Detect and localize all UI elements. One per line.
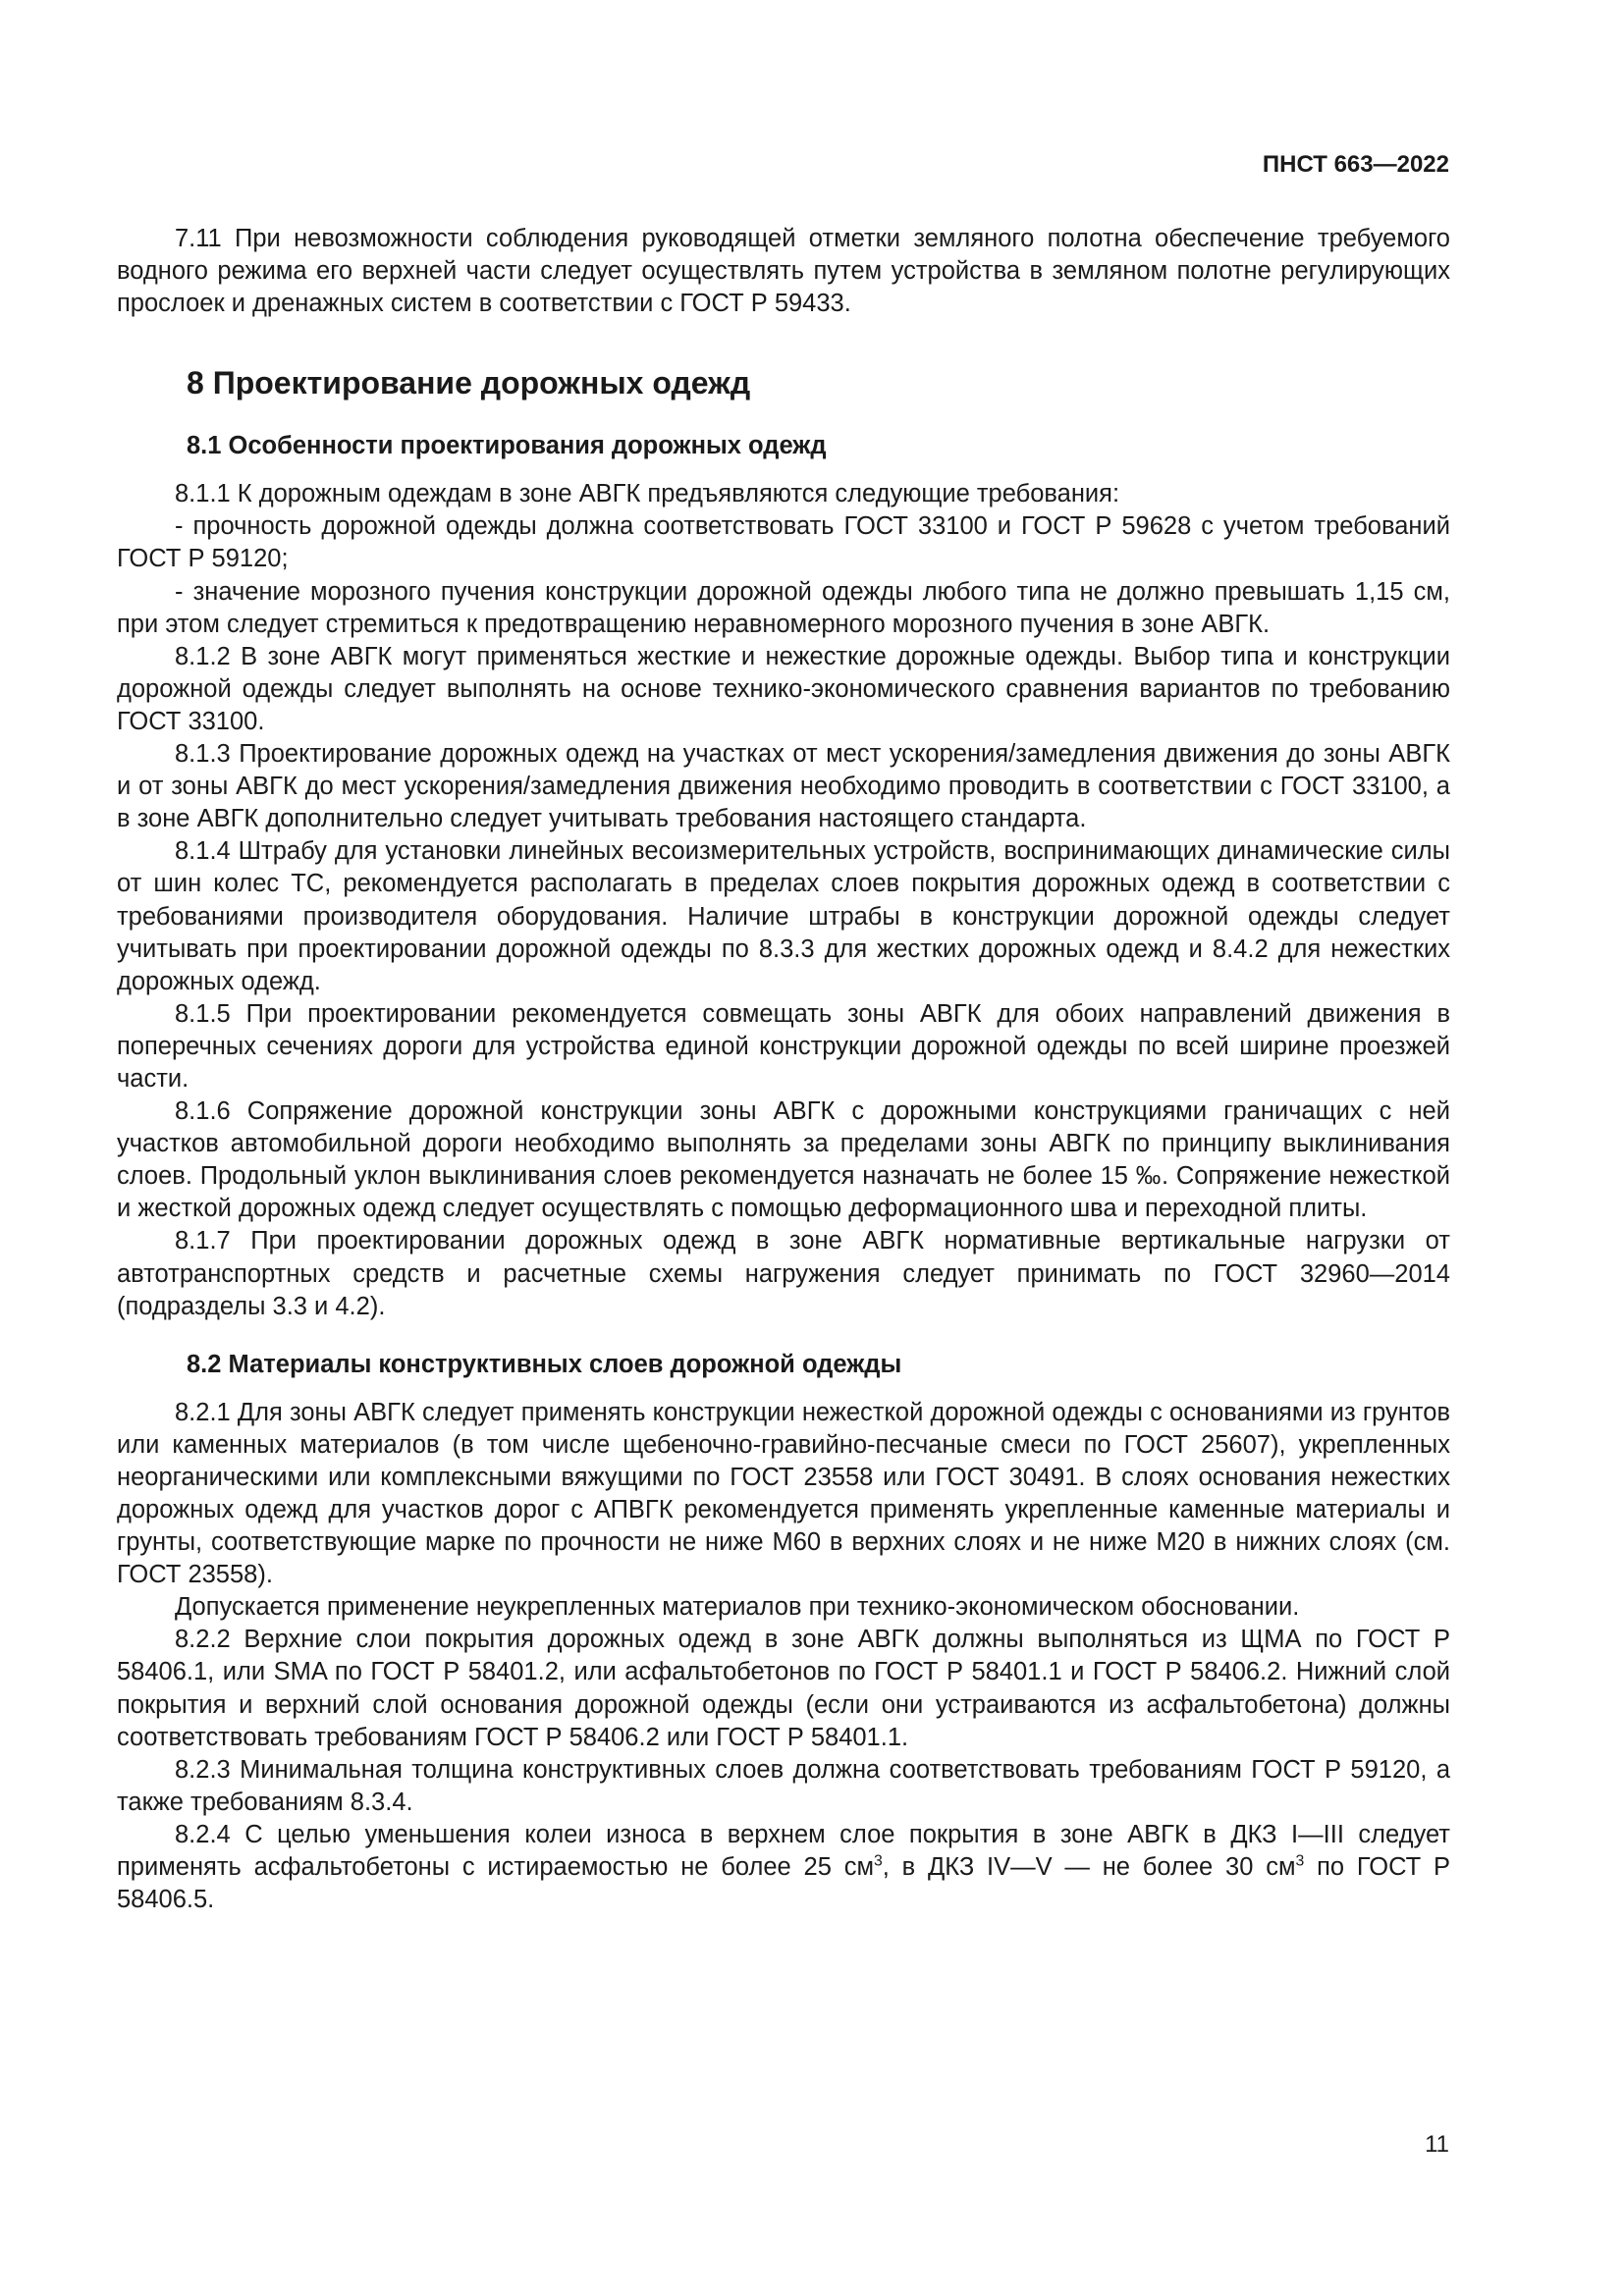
paragraph-8-1-7: 8.1.7 При проектировании дорожных одежд в зоне АВГК нормативные вертикальные нагрузки от автотранспортных средств и расчетные схемы нагружения следует принимать по ГОСТ 32960—2014 (подразделы 3.3 и 4.2). xyxy=(117,1227,1450,1320)
list-item-frost-heave: - значение морозного пучения конструкции дорожной одежды любого типа не должно превышать 1,15 см, при этом следует стремиться к предотвращению неравномерного морозного пучения в зоне АВГК. xyxy=(117,577,1450,638)
paragraph-8-1-4: 8.1.4 Штрабу для установки линейных весоизмерительных устройств, воспринимающих динамические силы от шин колес ТС, рекомендуется располагать в пределах слоев покрытия дорожных одежд в соответствии с требованиями производителя оборудования. Наличие штрабы в конструкции дорожной одежды следует учитывать при проектировании дорожной одежды по 8.3.3 для жестких дорожных одежд и 8.4.2 для нежестких дорожных одежд. xyxy=(117,837,1450,995)
paragraph-8-1-5: 8.1.5 При проектировании рекомендуется совмещать зоны АВГК для обоих направлений движения в поперечных сечениях дороги для устройства единой конструкции дорожной одежды по всей ширине проезжей части. xyxy=(117,999,1450,1093)
paragraph-8-2-1: 8.2.1 Для зоны АВГК следует применять конструкции нежесткой дорожной одежды с основаниями из грунтов или каменных материалов (в том числе щебеночно-гравийно-песчаные смеси по ГОСТ 25607), укрепленных неорганическими или комплексными вяжущими по ГОСТ 23558 или ГОСТ 30491. В слоях основания нежестких дорожных одежд для участков дорог с АПВГК рекомендуется применять укрепленные каменные материалы и грунты, соответствующие марке по прочности не ниже М60 в верхних слоях и не ниже М20 в нижних слоях (см. ГОСТ 23558). xyxy=(117,1398,1450,1589)
paragraph-8-1-1: 8.1.1 К дорожным одеждам в зоне АВГК предъявляются следующие требования: xyxy=(175,480,1120,508)
paragraph-8-2-4-part-c: по ГОСТ Р 58406.5. xyxy=(117,1853,1451,1914)
paragraph-8-1-2: 8.1.2 В зоне АВГК могут применяться жесткие и нежесткие дорожные одежды. Выбор типа и конструкции дорожной одежды следует выполнять на основе технико-экономического сравнения вариантов по требованию ГОСТ 33100. xyxy=(117,642,1450,735)
superscript-cubic-a: 3 xyxy=(873,1852,883,1870)
subsection-8-2-heading: 8.2 Материалы конструктивных слоев дорожной одежды xyxy=(187,1350,902,1378)
paragraph-7-11: 7.11 При невозможности соблюдения руководящей отметки земляного полотна обеспечение требуемого водного режима его верхней части следует осуществлять путем устройства в земляном полотне регулирующих прослоек и дренажных систем в соответствии с ГОСТ Р 59433. xyxy=(117,225,1450,318)
paragraph-8-2-2: 8.2.2 Верхние слои покрытия дорожных одежд в зоне АВГК должны выполняться из ЩМА по ГОСТ Р 58406.1, или SMA по ГОСТ Р 58401.2, или асфальтобетонов по ГОСТ Р 58401.1 и ГОСТ Р 58406.2. Нижний слой покрытия и верхний слой основания дорожной одежды (если они устраиваются из асфальтобетона) должны соответствовать требованиям ГОСТ Р 58406.2 или ГОСТ Р 58401.1. xyxy=(117,1626,1450,1751)
paragraph-allowed-materials: Допускается применение неукрепленных материалов при технико-экономическом обосновании. xyxy=(175,1593,1300,1622)
page-number: 11 xyxy=(1425,2131,1449,2158)
paragraph-8-2-4 xyxy=(117,1819,1450,1916)
list-item-strength: - прочность дорожной одежды должна соответствовать ГОСТ 33100 и ГОСТ Р 59628 с учетом требований ГОСТ Р 59120; xyxy=(117,512,1450,573)
paragraph-8-1-6: 8.1.6 Сопряжение дорожной конструкции зоны АВГК с дорожными конструкциями граничащих с ней участков автомобильной дороги необходимо выполнять за пределами зоны АВГК по принципу выклинивания слоев. Продольный уклон выклинивания слоев рекомендуется назначать не более 15 ‰. Сопряжение нежесткой и жесткой дорожных одежд следует осуществлять с помощью деформационного шва и переходной плиты. xyxy=(117,1097,1450,1223)
paragraph-8-1-3: 8.1.3 Проектирование дорожных одежд на участках от мест ускорения/замедления движения до зоны АВГК и от зоны АВГК до мест ускорения/замедления движения необходимо проводить в соответствии с ГОСТ 33100, а в зоне АВГК дополнительно следует учитывать требования настоящего стандарта. xyxy=(117,740,1450,833)
section-8-heading: 8 Проектирование дорожных одежд xyxy=(187,365,751,401)
document-id-header: ПНСТ 663—2022 xyxy=(1262,151,1449,178)
paragraph-8-2-4-part-b: , в ДКЗ IV—V — не более 30 см xyxy=(882,1853,1296,1882)
subsection-8-1-heading: 8.1 Особенности проектирования дорожных одежд xyxy=(187,432,827,460)
superscript-cubic-b: 3 xyxy=(1295,1852,1305,1870)
paragraph-8-2-4-part-a: 8.2.4 С целью уменьшения колеи износа в верхнем слое покрытия в зоне АВГК в ДКЗ I—III следует применять асфальтобетоны с истираемостью не более 25 см xyxy=(117,1820,1450,1882)
paragraph-8-2-3: 8.2.3 Минимальная толщина конструктивных слоев должна соответствовать требованиям ГОСТ Р 59120, а также требованиям 8.3.4. xyxy=(117,1755,1450,1816)
document-body xyxy=(117,223,1450,1916)
